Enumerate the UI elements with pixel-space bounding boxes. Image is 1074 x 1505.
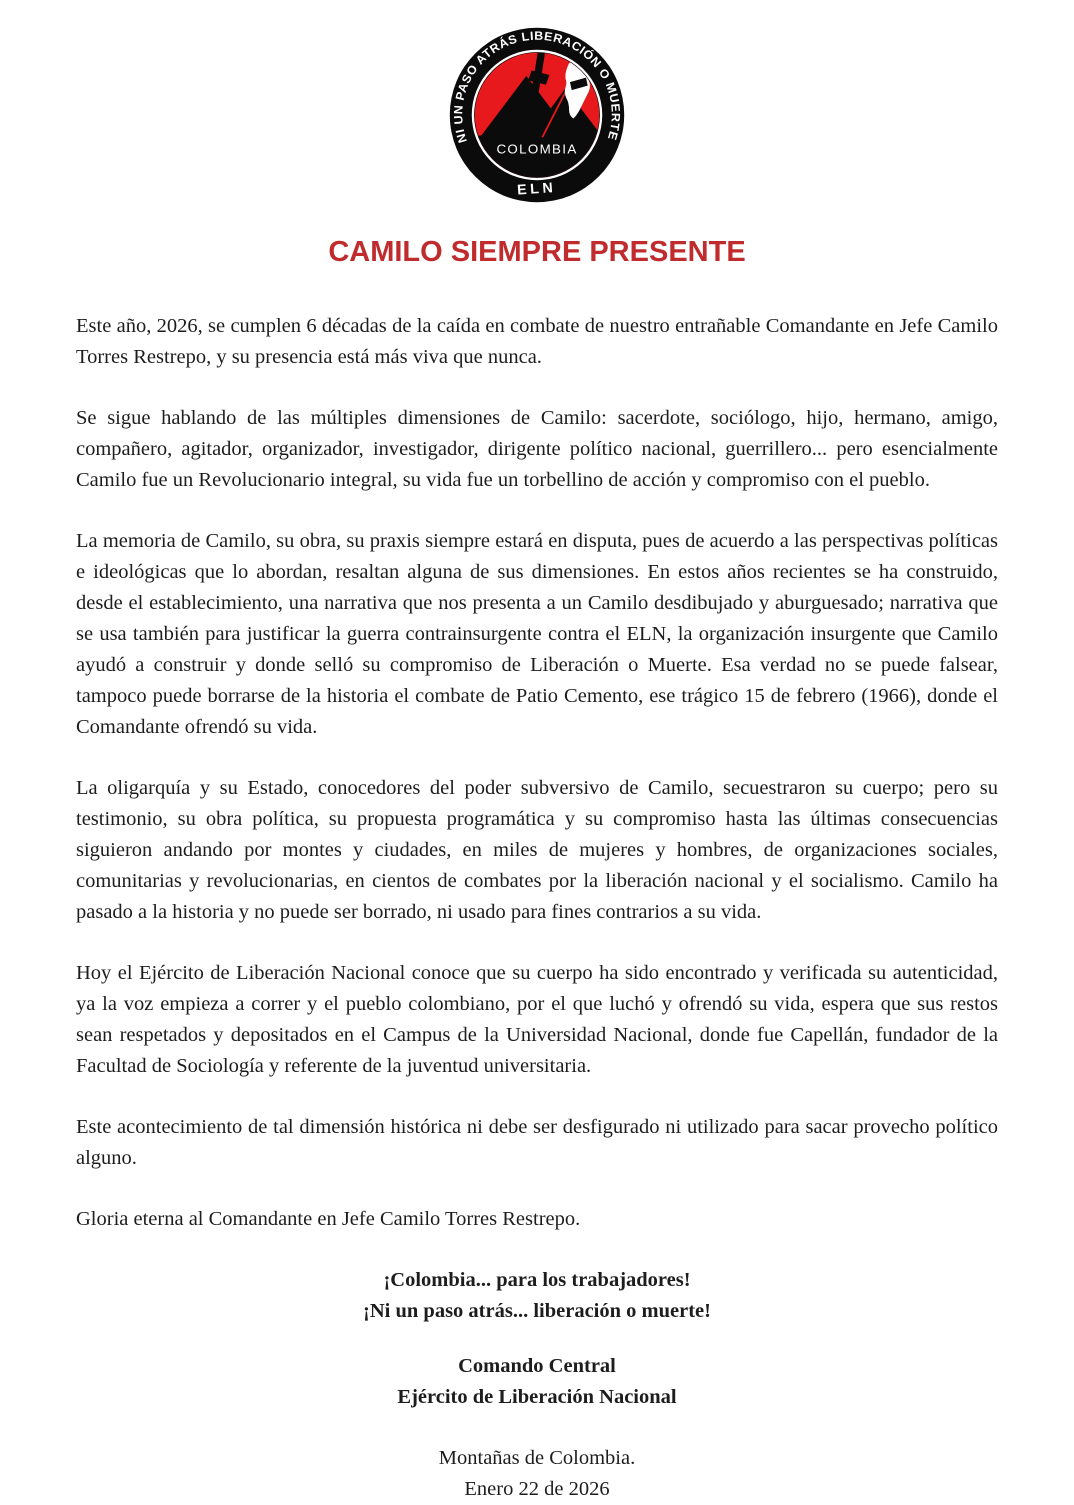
signature-line: Ejército de Liberación Nacional <box>397 1386 677 1408</box>
paragraph: Gloria eterna al Comandante en Jefe Camilo Torres Restrepo. <box>76 1208 581 1230</box>
slogan-line: ¡Ni un paso atrás... liberación o muerte! <box>363 1300 711 1322</box>
logo-country-label: COLOMBIA <box>496 141 578 157</box>
dateline-date: Enero 22 de 2026 <box>464 1478 610 1500</box>
eln-emblem-icon <box>448 26 626 204</box>
paragraph: La oligarquía y su Estado, conocedores del poder subversivo de Camilo, secuestraron su cuerpo; pero su testimonio, su obra política, su propuesta programática y su compromiso hasta las últimas consecuencias siguieron andando por montes y ciudades, en miles de mujeres y hombres, de organizaciones sociales, comunitarias y revolucionarias, en cientos de combates por la liberación nacional y el socialismo. Camilo ha pasado a la historia y no puede ser borrado, ni usado para fines contrarios a su vida. <box>76 777 998 923</box>
logo-org-label: ELN <box>516 179 557 199</box>
document-body <box>76 311 998 1505</box>
slogan-line: ¡Colombia... para los trabajadores! <box>383 1269 691 1291</box>
logo-ring-text: NI UN PASO ATRÁS LIBERACIÓN O MUERTE <box>451 28 623 145</box>
page-title: CAMILO SIEMPRE PRESENTE <box>328 236 746 268</box>
slogans-block <box>76 1265 998 1327</box>
dateline-block <box>76 1443 998 1505</box>
paragraph: Este año, 2026, se cumplen 6 décadas de la caída en combate de nuestro entrañable Comandante en Jefe Camilo Torres Restrepo, y su presencia está más viva que nunca. <box>76 315 998 368</box>
eln-logo <box>0 0 1074 204</box>
paragraph: Hoy el Ejército de Liberación Nacional conoce que su cuerpo ha sido encontrado y verificada su autenticidad, ya la voz empieza a correr y el pueblo colombiano, por el que luchó y ofrendó su vida, espera que sus restos sean respetados y depositados en el Campus de la Universidad Nacional, donde fue Capellán, fundador de la Facultad de Sociología y referente de la juventud universitaria. <box>76 962 998 1077</box>
paragraph: La memoria de Camilo, su obra, su praxis siempre estará en disputa, pues de acuerdo a las perspectivas políticas e ideológicas que lo abordan, resaltan alguna de sus dimensiones. En estos años recientes se ha construido, desde el establecimiento, una narrativa que nos presenta a un Camilo desdibujado y aburguesado; narrativa que se usa también para justificar la guerra contrainsurgente contra el ELN, la organización insurgente que Camilo ayudó a construir y donde selló su compromiso de Liberación o Muerte. Esa verdad no se puede falsear, tampoco puede borrarse de la historia el combate de Patio Cemento, ese trágico 15 de febrero (1966), donde el Comandante ofrendó su vida. <box>76 530 998 738</box>
paragraph: Este acontecimiento de tal dimensión histórica ni debe ser desfigurado ni utilizado para sacar provecho político alguno. <box>76 1116 998 1169</box>
paragraph: Se sigue hablando de las múltiples dimensiones de Camilo: sacerdote, sociólogo, hijo, hermano, amigo, compañero, agitador, organizador, investigador, dirigente político nacional, guerrillero... pero esencialmente Camilo fue un Revolucionario integral, su vida fue un torbellino de acción y compromiso con el pueblo. <box>76 407 998 491</box>
signature-line: Comando Central <box>458 1355 616 1377</box>
dateline-place: Montañas de Colombia. <box>438 1447 636 1469</box>
signature-block <box>76 1351 998 1413</box>
